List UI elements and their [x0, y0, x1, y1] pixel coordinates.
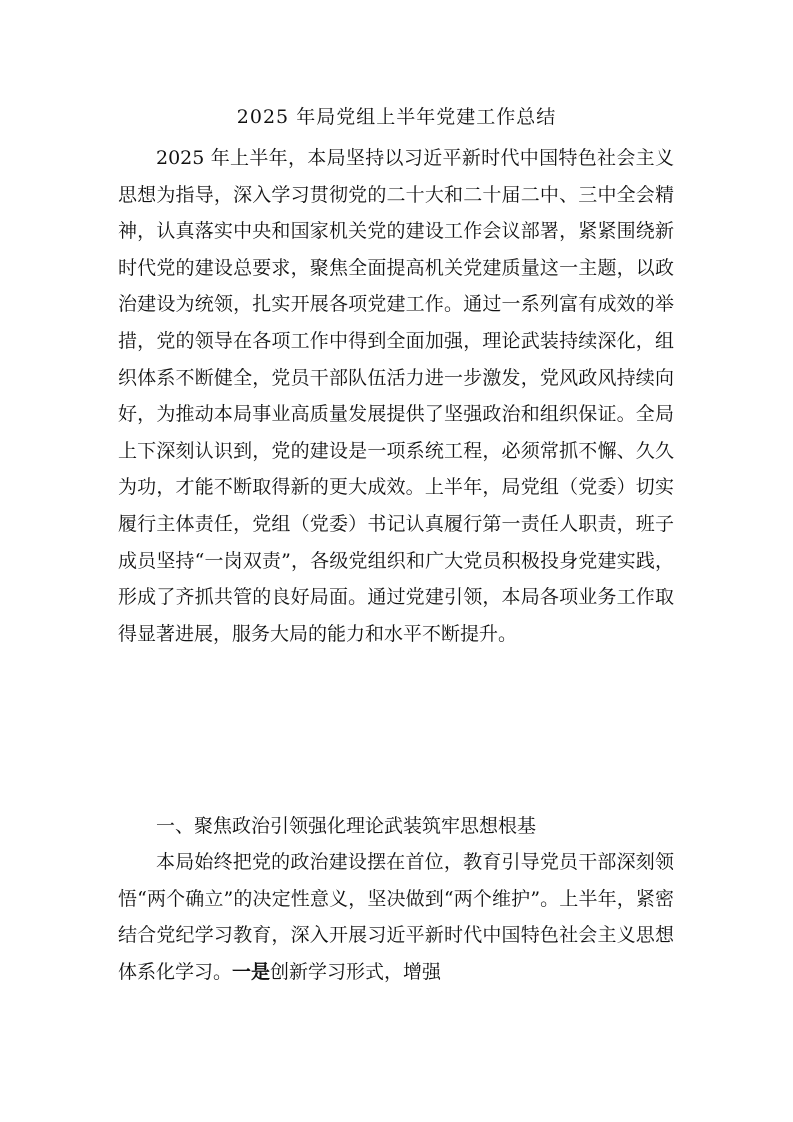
section-1-paragraph-text: 本局始终把党的政治建设摆在首位，教育引导党员干部深刻领悟“两个确立”的决定性意义，坚决做到“两个维护”。上半年，紧密结合党纪学习教育，深入开展习近平新时代中国特色社会主义思想体系化学习。 — [118, 851, 674, 983]
section-1-paragraph — [118, 844, 674, 990]
section-heading-1: 一、聚焦政治引领强化理论武装筑牢思想根基 — [156, 815, 537, 837]
intro-paragraph: 2025 年上半年，本局坚持以习近平新时代中国特色社会主义思想为指导，深入学习贯彻党的二十大和二十届二中、三中全会精神，认真落实中央和国家机关党的建设工作会议部署，紧紧围绕新时代党的建设总要求，聚焦全面提高机关党建质量这一主题，以政治建设为统领，扎实开展各项党建工作。通过一系列富有成效的举措，党的领导在各项工作中得到全面加强，理论武装持续深化，组织体系不断健全，党员干部队伍活力进一步激发，党风政风持续向好，为推动本局事业高质量发展提供了坚强政治和组织保证。全局上下深刻认识到，党的建设是一项系统工程，必须常抓不懈、久久为功，才能不断取得新的更大成效。上半年，局党组（党委）切实履行主体责任，党组（党委）书记认真履行第一责任人职责，班子成员坚持“一岗双责”，各级党组织和广大党员积极投身党建实践，形成了齐抓共管的良好局面。通过党建引领，本局各项业务工作取得显著进展，服务大局的能力和水平不断提升。 — [118, 147, 674, 645]
section-1-paragraph-continuation: 创新学习形式，增强 — [270, 960, 442, 983]
document-title: 2025 年局党组上半年党建工作总结 — [236, 106, 557, 128]
enumeration-lead: 一是 — [232, 960, 271, 983]
